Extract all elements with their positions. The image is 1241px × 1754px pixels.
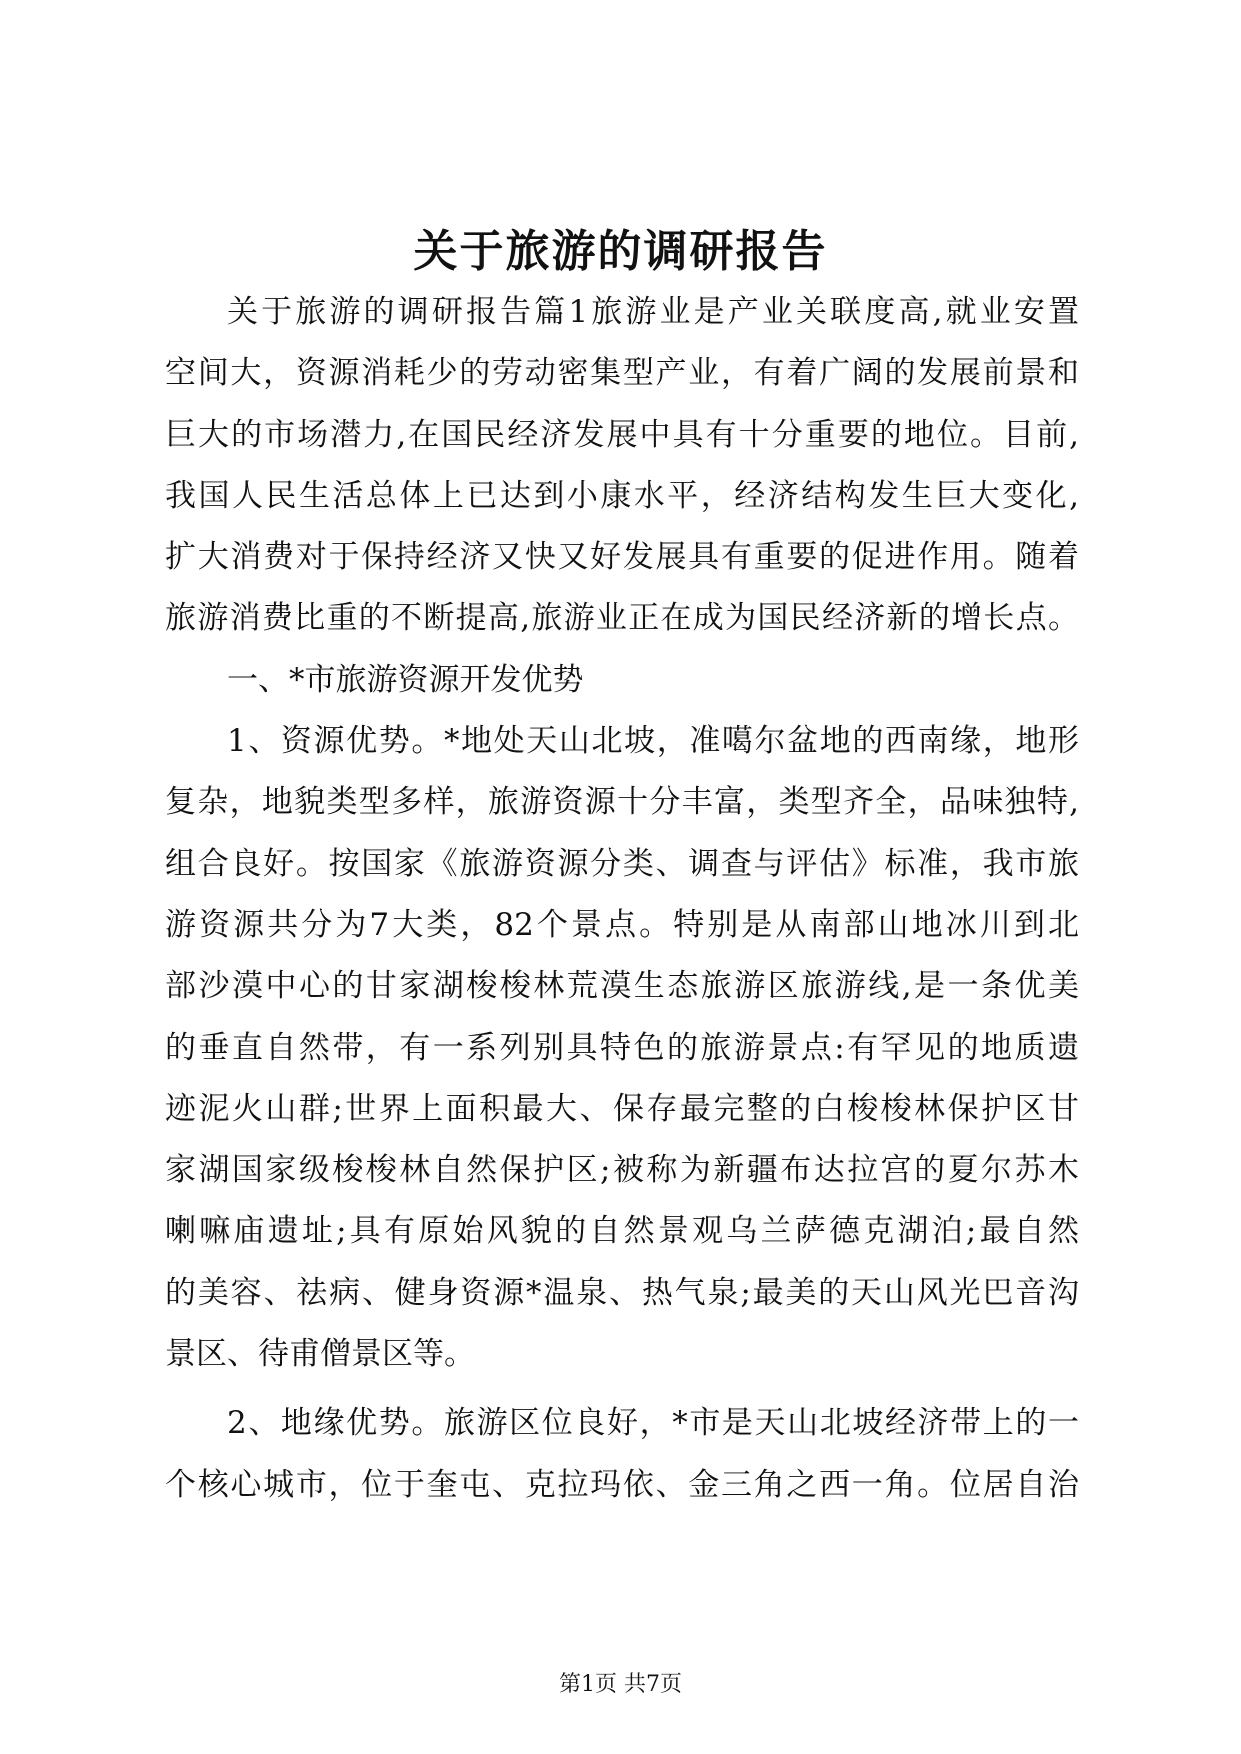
section-heading: 一、*市旅游资源开发优势	[227, 661, 584, 698]
paragraph-line: 的美容、祛病、健身资源*温泉、热气泉;最美的天山风光巴音沟	[165, 1274, 1079, 1311]
paragraph-line: 游资源共分为7大类，82个景点。特别是从南部山地冰川到北	[165, 906, 1079, 943]
paragraph-gap	[165, 1395, 1079, 1403]
paragraph-line: 空间大，资源消耗少的劳动密集型产业，有着广阔的发展前景和	[165, 355, 1079, 392]
paragraph-line: 我国人民生活总体上已达到小康水平，经济结构发生巨大变化,	[165, 477, 1079, 514]
paragraph-line: 组合良好。按国家《旅游资源分类、调查与评估》标准，我市旅	[165, 845, 1079, 882]
paragraph-line: 巨大的市场潜力,在国民经济发展中具有十分重要的地位。目前,	[165, 416, 1079, 453]
paragraph-line: 景区、待甫僧景区等。	[165, 1336, 475, 1373]
document-body	[165, 292, 1079, 1526]
document-title: 关于旅游的调研报告	[413, 226, 828, 277]
paragraph-line: 个核心城市，位于奎屯、克拉玛依、金三角之西一角。位居自治	[165, 1466, 1079, 1503]
page-footer: 第1页 共7页	[559, 1672, 682, 1697]
paragraph-line: 迹泥火山群;世界上面积最大、保存最完整的白梭梭林保护区甘	[165, 1090, 1079, 1127]
paragraph-line: 的垂直自然带，有一系列别具特色的旅游景点:有罕见的地质遗	[165, 1029, 1079, 1066]
paragraph-line: 部沙漠中心的甘家湖梭梭林荒漠生态旅游区旅游线,是一条优美	[165, 968, 1079, 1005]
paragraph-line: 关于旅游的调研报告篇1旅游业是产业关联度高,就业安置	[227, 294, 1079, 330]
paragraph-line: 家湖国家级梭梭林自然保护区;被称为新疆布达拉宫的夏尔苏木	[165, 1152, 1079, 1189]
paragraph-line: 扩大消费对于保持经济又快又好发展具有重要的促进作用。随着	[165, 539, 1079, 576]
paragraph-line: 1、资源优势。*地处天山北坡，准噶尔盆地的西南缘，地形	[227, 723, 1079, 760]
paragraph-line: 喇嘛庙遗址;具有原始风貌的自然景观乌兰萨德克湖泊;最自然	[165, 1213, 1079, 1250]
paragraph-line: 旅游消费比重的不断提高,旅游业正在成为国民经济新的增长点。	[165, 600, 1079, 637]
paragraph-line: 2、地缘优势。旅游区位良好，*市是天山北坡经济带上的一	[227, 1405, 1079, 1442]
paragraph-line: 复杂，地貌类型多样，旅游资源十分丰富，类型齐全，品味独特,	[165, 784, 1079, 821]
